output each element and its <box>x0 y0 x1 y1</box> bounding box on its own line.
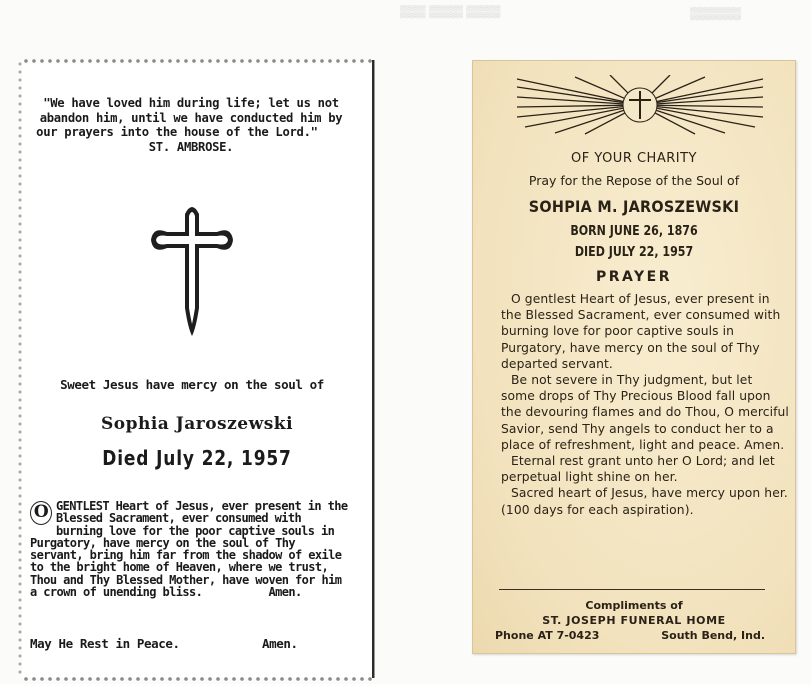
sunburst-cross-icon <box>515 75 765 135</box>
charity-heading: OF YOUR CHARITY <box>571 151 697 166</box>
deceased-name: SOHPIA M. JAROSZEWSKI <box>528 197 740 216</box>
phone-number: Phone AT 7-0423 <box>495 629 600 642</box>
deceased-name: Sophia Jaroszewski <box>100 414 294 434</box>
memorial-card-right <box>472 60 796 654</box>
quote-attribution: ST. AMBROSE. <box>148 139 234 154</box>
divider <box>499 589 765 590</box>
lace-border-left <box>16 60 24 678</box>
funeral-home-name: ST. JOSEPH FUNERAL HOME <box>542 614 726 627</box>
quote-text: "We have loved him during life; let us not abandon him, until we have conducted him by our prayers into the house of the Lord." <box>36 96 343 139</box>
rest-line-row <box>30 636 330 651</box>
background-bleed-text: ▒▒▒ ▒▒▒▒ ▒▒▒▒ <box>400 4 501 18</box>
death-date: Died July 22, 1957 <box>102 446 292 470</box>
birth-date: BORN JUNE 26, 1876 <box>570 224 698 239</box>
background-bleed-text: ▒▒▒▒▒▒ <box>690 6 742 20</box>
prayer-text: GENTLEST Heart of Jesus, ever present in the Blessed Sacrament, ever consumed with burning love for the poor captive souls in Purgatory, have mercy on the soul of Thy servant, bring him far from the shadow of exile to the bright home of Heaven, where we trust, Thou and Thy Blessed Mother, have woven for him a crown of unending bliss. <box>30 499 348 600</box>
prayer-paragraph: Sacred heart of Jesus, have mercy upon her. (100 days for each aspiration). <box>501 486 788 517</box>
death-date: DIED JULY 22, 1957 <box>574 245 694 260</box>
memorial-card-left <box>22 60 374 678</box>
compliments-line: Compliments of <box>585 599 683 612</box>
prayer-paragraph: Eternal rest grant unto her O Lord; and let perpetual light shine on her. <box>501 454 775 485</box>
prayer-block <box>30 500 352 598</box>
prayer-paragraph: Be not severe in Thy judgment, but let some drops of Thy Precious Blood fall upon the devouring flames and do Thou, O merciful Savior, send Thy angels to conduct her to a place of refreshment, light and peace. Amen. <box>501 373 789 452</box>
city-line: South Bend, Ind. <box>661 629 765 642</box>
prayer-paragraph: O gentlest Heart of Jesus, ever present in the Blessed Sacrament, ever consumed with burning love for poor captive souls in Purgatory, have mercy on the soul of Thy departed servant. <box>501 292 781 371</box>
rest-amen: Amen. <box>262 636 298 651</box>
lace-border-top <box>22 56 372 66</box>
ambrose-quote <box>30 96 352 154</box>
drop-cap: O <box>30 501 52 525</box>
prayer-title: PRAYER <box>595 269 673 285</box>
prayer-amen: Amen. <box>268 585 302 600</box>
rest-line: May He Rest in Peace. <box>30 636 180 651</box>
cross-icon <box>147 200 237 340</box>
repose-line: Pray for the Repose of the Soul of <box>528 173 740 188</box>
prayer-block <box>501 291 789 518</box>
mercy-line: Sweet Jesus have mercy on the soul of <box>60 377 324 392</box>
